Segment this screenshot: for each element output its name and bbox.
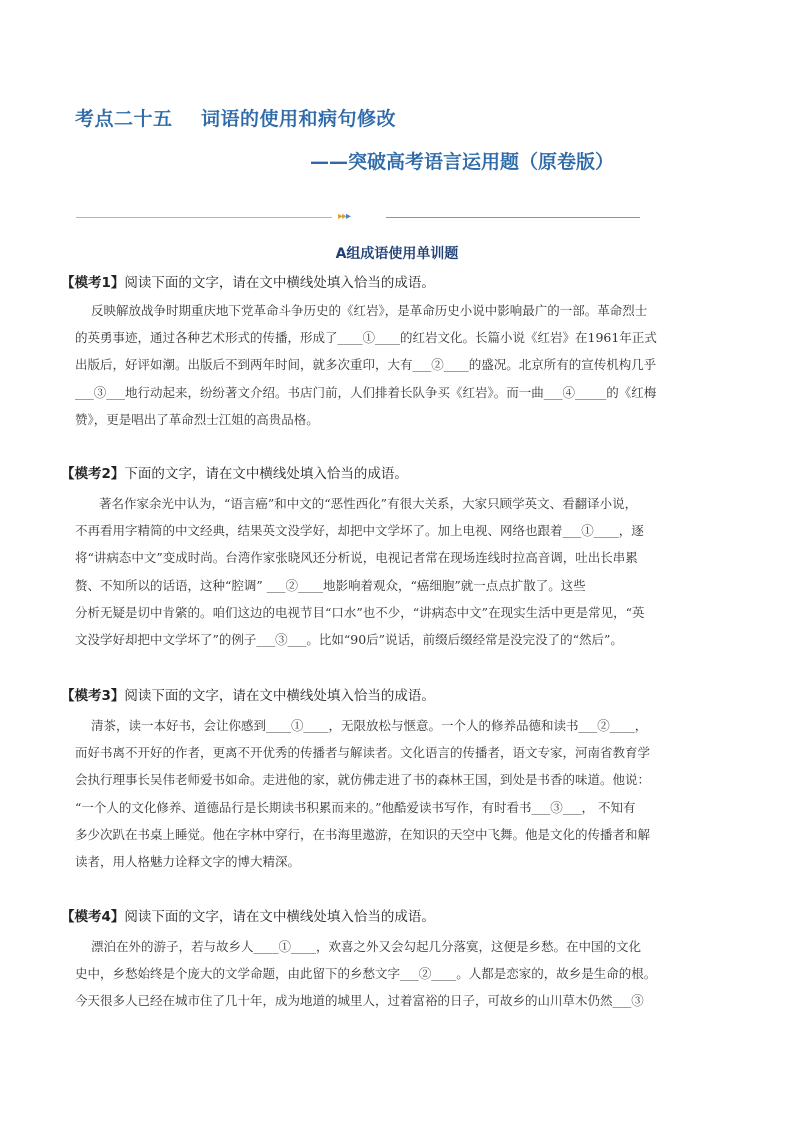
question-2-heading bbox=[61, 462, 408, 482]
question-2-prompt: 下面的文字，请在文中横线处填入恰当的成语。 bbox=[124, 466, 408, 482]
question-3-passage bbox=[75, 712, 725, 875]
passage-line: 反映解放战争时期重庆地下党革命斗争历史的《红岩》，是革命历史小说中影响最广的一部。革命烈士 bbox=[91, 303, 648, 318]
page-title: 考点二十五 词语的使用和病句修改 bbox=[75, 108, 396, 130]
passage-line: 多少次趴在书桌上睡觉。他在字林中穿行，在书海里遨游，在知识的天空中飞舞。他是文化的传播者和解 bbox=[75, 826, 651, 842]
passage-line: 分析无疑是切中肯綮的。咱们这边的电视节目“口水”也不少，“讲病态中文”在现实生活中更是常见，“英 bbox=[75, 604, 645, 620]
question-1-passage bbox=[75, 297, 725, 433]
passage-line: 而好书离不开好的作者，更离不开优秀的传播者与解读者。文化语言的传播者，语文专家，河南省教育学 bbox=[75, 745, 651, 761]
question-3-tag: 【模考3】 bbox=[61, 688, 125, 704]
divider-arrows-icon: ▸▸▸ bbox=[338, 211, 351, 222]
question-2-tag: 【模考2】 bbox=[61, 466, 125, 482]
question-4-tag: 【模考4】 bbox=[61, 909, 125, 925]
passage-line: 著名作家余光中认为，“语言癌”和中文的“恶性西化”有很大关系，大家只顾学英文、看翻译小说， bbox=[99, 496, 638, 511]
title-divider bbox=[76, 212, 640, 224]
passage-line: 出版后，好评如潮。出版后不到两年时间，就多次重印，大有___②____的盛况。北京所有的宣传机构几乎 bbox=[75, 357, 657, 373]
question-1-heading bbox=[61, 271, 435, 291]
passage-line: 文没学好却把中文学坏了”的例子___③___。比如“90后”说话，前缀后缀经常是没完没了的“然后”。 bbox=[75, 632, 623, 648]
question-1-prompt: 阅读下面的文字，请在文中横线处填入恰当的成语。 bbox=[124, 275, 435, 291]
passage-line: 赞》，更是唱出了革命烈士江姐的高贵品格。 bbox=[75, 411, 319, 427]
passage-line: ___③___地行动起来，纷纷著文介绍。书店门前，人们排着长队争买《红岩》。而一曲___④_____的《红梅 bbox=[75, 384, 657, 400]
passage-line: 赘、不知所以的话语，这种“腔调” ___②____地影响着观众，“癌细胞”就一点点扩散了。这些 bbox=[75, 577, 586, 593]
passage-line: 史中，乡愁始终是个庞大的文学命题，由此留下的乡愁文字___②____。人都是恋家的，故乡是生命的根。 bbox=[75, 966, 657, 982]
passage-line: 会执行理事长吴伟老师爱书如命。走进他的家，就仿佛走进了书的森林王国，到处是书香的味道。他说： bbox=[75, 772, 651, 788]
passage-line: 清茶，读一本好书，会让你感到____①____，无限放松与惬意。一个人的修养品德和读书___②____， bbox=[91, 718, 648, 733]
passage-line: 读者，用人格魅力诠释文字的博大精深。 bbox=[75, 854, 301, 870]
passage-line: 不再看用字精简的中文经典，结果英文没学好，却把中文学坏了。加上电视、网络也跟着___①____，逐 bbox=[75, 523, 644, 539]
passage-line: 今天很多人已经在城市住了几十年，成为地道的城里人，过着富裕的日子，可故乡的山川草木仍然___③ bbox=[75, 993, 644, 1009]
divider-line-right bbox=[386, 217, 640, 218]
passage-line: 将“讲病态中文”变成时尚。台湾作家张晓风还分析说，电视记者常在现场连线时拉高音调，吐出长串累 bbox=[75, 550, 638, 566]
divider-line-left bbox=[76, 217, 332, 218]
passage-line: “一个人的文化修养、道德品行是长期读书积累而来的。”他酷爱读书写作，有时看书___③___， 不知有 bbox=[75, 799, 636, 815]
question-4-passage bbox=[75, 933, 725, 1015]
section-heading: A组成语使用单训题 bbox=[335, 246, 459, 262]
question-2-passage bbox=[75, 490, 725, 653]
question-4-prompt: 阅读下面的文字，请在文中横线处填入恰当的成语。 bbox=[124, 909, 435, 925]
question-3-heading bbox=[61, 684, 435, 704]
page-subtitle: ——突破高考语言运用题（原卷版） bbox=[310, 151, 615, 173]
question-1-tag: 【模考1】 bbox=[61, 275, 125, 291]
question-4-heading bbox=[61, 905, 435, 925]
question-3-prompt: 阅读下面的文字，请在文中横线处填入恰当的成语。 bbox=[124, 688, 435, 704]
passage-line: 漂泊在外的游子，若与故乡人____①____，欢喜之外又会勾起几分落寞，这便是乡愁。在中国的文化 bbox=[91, 939, 642, 954]
passage-line: 的英勇事迹，通过各种艺术形式的传播，形成了____①____的红岩文化。长篇小说《红岩》在1961年正式 bbox=[75, 330, 657, 346]
